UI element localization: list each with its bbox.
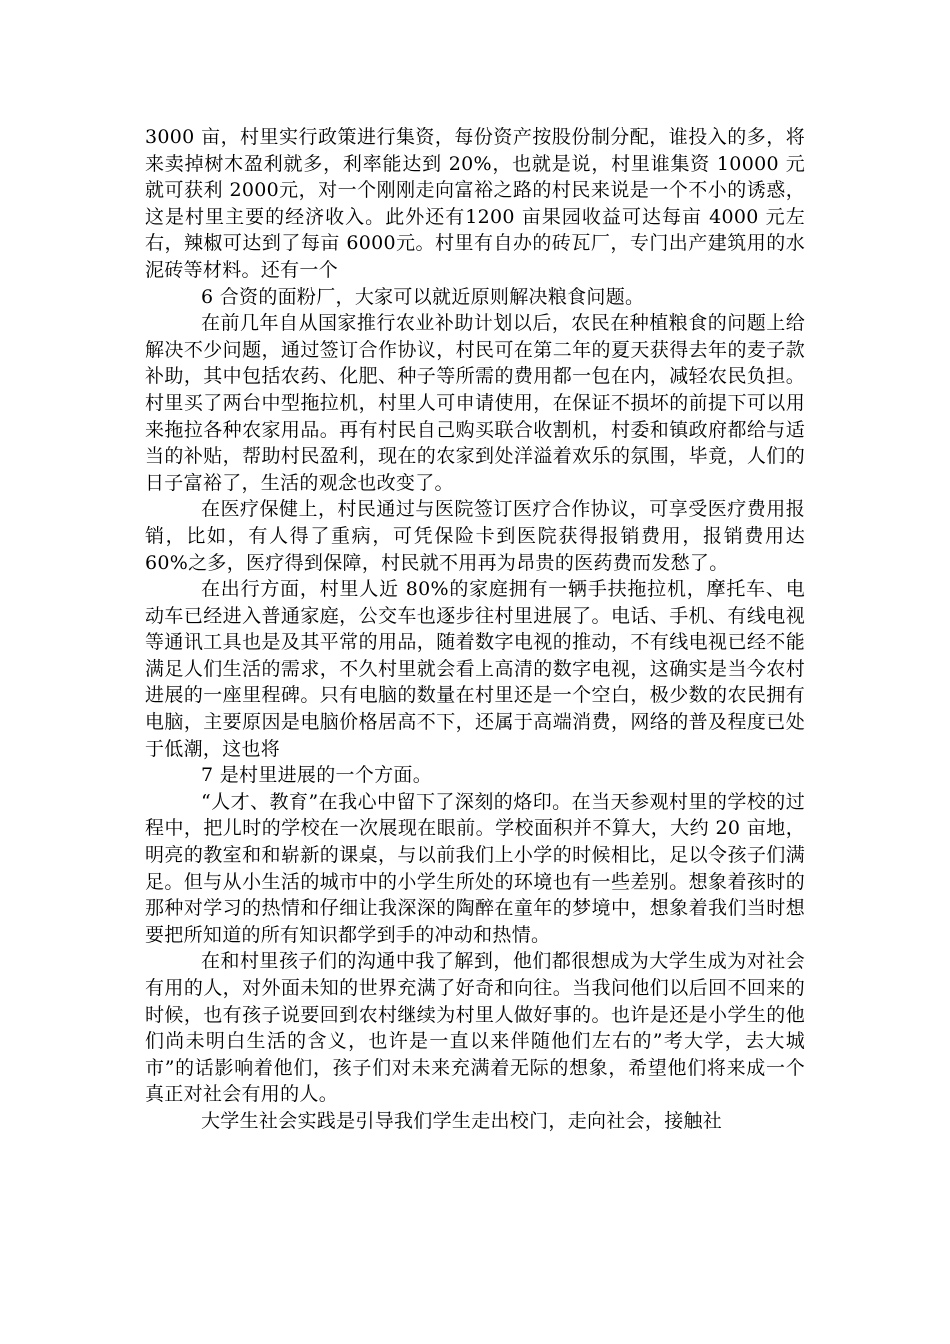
paragraph-agriculture-subsidy: 在前几年自从国家推行农业补助计划以后，农民在种植粮食的问题上给解决不少问题，通过签订合作协议，村民可在第二年的夏天获得去年的麦子款补助，其中包括农药、化肥、种子等所需的费用都一包在内，减轻农民负担。村里买了两台中型拖拉机，村里人可申请使用，在保证不损坏的前提下可以用来拖拉各种农家用品。再有村民自己购买联合收割机，村委和镇政府都给与适当的补贴，帮助村民盈利，现在的农家到处洋溢着欢乐的氛围，毕竟，人们的日子富裕了，生活的观念也改变了。	[145, 312, 805, 494]
paragraph-talent-education: “人才、教育”在我心中留下了深刻的烙印。在当天参观村里的学校的过程中，把儿时的学校在一次展现在眼前。学校面积并不算大，大约 20 亩地，明亮的教室和和崭新的课桌，与以前我们上小学的时候相比，足以令孩子们满足。但与从小生活的城市中的小学生所处的环境也有一些差别。想象着孩时的那种对学习的热情和仔细让我深深的陶醉在童年的梦境中，想象着我们当时想要把所知道的所有知识都学到手的冲动和热情。	[145, 790, 805, 946]
paragraph-economy: 3000 亩，村里实行政策进行集资，每份资产按股份制分配，谁投入的多，将来卖掉树木盈利就多，利率能达到 20%，也就是说，村里谁集资 10000 元就可获利 2000元，对一个刚刚走向富裕之路的村民来说是一个不小的诱惑，这是村里主要的经济收入。此外还有1200 亩果园收益可达每亩 4000 元左右，辣椒可达到了每亩 6000元。村里有自办的砖瓦厂，专门出产建筑用的水泥砖等材料。还有一个	[145, 126, 805, 281]
paragraph-development-aspect: 7 是村里进展的一个方面。	[201, 764, 433, 787]
paragraph-medical-care: 在医疗保健上，村民通过与医院签订医疗合作协议，可享受医疗费用报销，比如，有人得了重病，可凭保险卡到医院获得报销费用，报销费用达 60%之多，医疗得到保障，村民就不用再为昂贵的医药费而发愁了。	[145, 498, 805, 574]
paragraph-children-communication: 在和村里孩子们的沟通中我了解到，他们都很想成为大学生成为对社会有用的人，对外面未知的世界充满了好奇和向往。当我问他们以后回不回来的时候，也有孩子说要回到农村继续为村里人做好事的。也许是还是小学生的他们尚未明白生活的含义，也许是一直以来伴随他们左右的”考大学，去大城市”的话影响着他们，孩子们对未来充满着无际的想象，希望他们将来成一个真正对社会有用的人。	[145, 950, 805, 1106]
document-page	[145, 124, 805, 1135]
paragraph-social-practice: 大学生社会实践是引导我们学生走出校门，走向社会，接触社	[201, 1109, 723, 1132]
paragraph-transportation: 在出行方面，村里人近 80%的家庭拥有一辆手扶拖拉机，摩托车、电动车已经进入普通家庭，公交车也逐步往村里进展了。电话、手机、有线电视等通讯工具也是及其平常的用品，随着数字电视的推动，不有线电视已经不能满足人们生活的需求，不久村里就会看上高清的数字电视，这确实是当今农村进展的一座里程碑。只有电脑的数量在村里还是一个空白，极少数的农民拥有电脑，主要原因是电脑价格居高不下，还属于高端消费，网络的普及程度已处于低潮，这也将	[145, 578, 805, 760]
paragraph-flour-mill: 6 合资的面粉厂，大家可以就近原则解决粮食问题。	[201, 285, 645, 308]
